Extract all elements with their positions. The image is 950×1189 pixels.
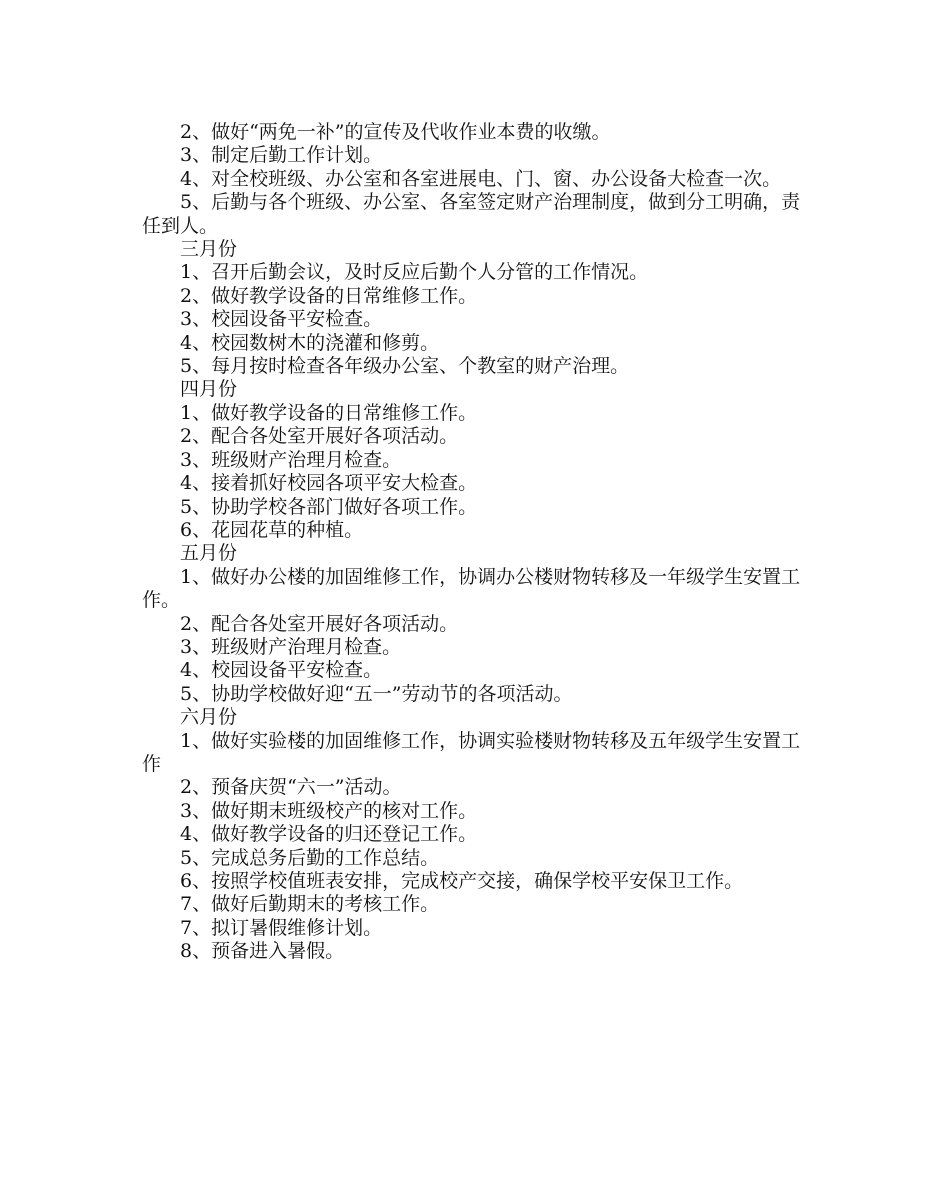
list-item: 2、做好“两免一补”的宣传及代收作业本费的收缴。 [180,121,611,143]
list-item: 3、制定后勤工作计划。 [180,144,383,167]
document-body [142,121,814,964]
list-item: 3、做好期末班级校产的核对工作。 [180,799,478,822]
list-item: 1、召开后勤会议，及时反应后勤个人分管的工作情况。 [180,261,649,284]
list-item: 2、配合各处室开展好各项活动。 [180,425,459,448]
list-item: 5、协助学校各部门做好各项工作。 [180,495,478,518]
list-item: 4、校园设备平安检查。 [180,659,383,682]
list-item: 5、每月按时检查各年级办公室、个教室的财产治理。 [180,355,630,378]
list-item: 2、预备庆贺“六一”活动。 [180,776,402,799]
list-item: 5、协助学校做好迎“五一”劳动节的各项活动。 [180,682,573,705]
list-item: 4、做好教学设备的归还登记工作。 [180,823,478,846]
list-item: 4、校园数树木的浇灌和修剪。 [180,331,440,354]
list-item: 6、按照学校值班表安排，完成校产交接，确保学校平安保卫工作。 [180,870,744,892]
list-item: 5、完成总务后勤的工作总结。 [180,846,440,869]
list-item: 2、做好教学设备的日常维修工作。 [180,284,478,307]
list-item: 1、做好实验楼的加固维修工作，协调实验楼财物转移及五年级学生安置工作 [142,729,801,775]
section-heading-april: 四月份 [180,378,238,401]
list-item: 5、后勤与各个班级、办公室、各室签定财产治理制度，做到分工明确，责任到人。 [142,191,801,237]
list-item: 4、对全校班级、办公室和各室进展电、门、窗、办公设备大检查一次。 [180,167,782,190]
list-item: 1、做好办公楼的加固维修工作，协调办公楼财物转移及一年级学生安置工作。 [142,565,801,612]
list-item: 7、拟订暑假维修计划。 [180,916,383,939]
list-item: 3、班级财产治理月检查。 [180,448,402,471]
list-item: 7、做好后勤期末的考核工作。 [180,893,440,916]
list-item: 4、接着抓好校园各项平安大检查。 [180,472,478,495]
section-heading-june: 六月份 [180,706,238,729]
section-heading-march: 三月份 [180,238,238,261]
list-item: 8、预备进入暑假。 [180,940,345,963]
list-item: 1、做好教学设备的日常维修工作。 [180,401,478,424]
list-item: 3、校园设备平安检查。 [180,308,383,331]
list-item: 2、配合各处室开展好各项活动。 [180,612,459,635]
list-item: 3、班级财产治理月检查。 [180,635,402,658]
section-heading-may: 五月份 [180,542,238,565]
list-item: 6、花园花草的种植。 [180,518,364,541]
